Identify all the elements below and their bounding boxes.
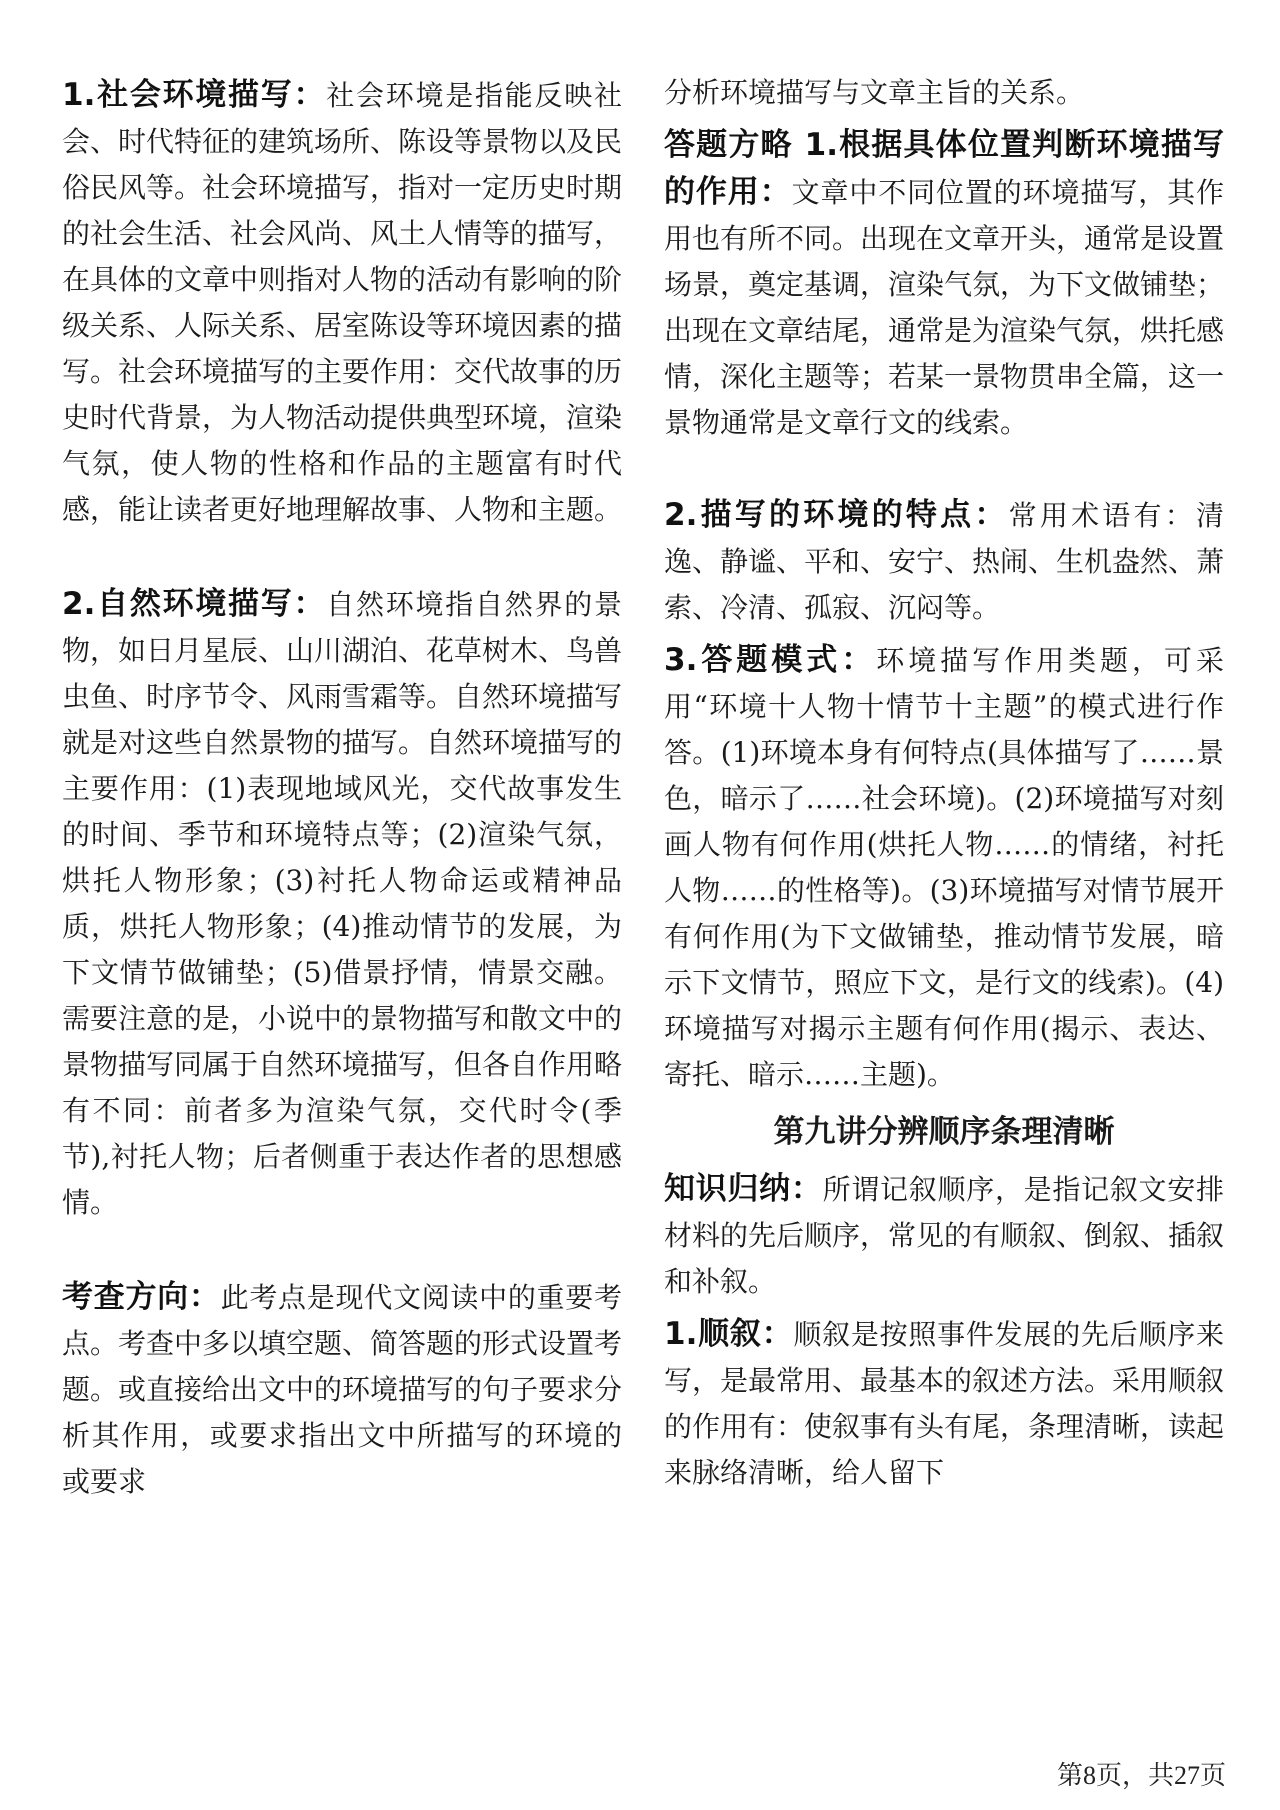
exam-direction-section xyxy=(62,1274,622,1505)
section-text: 顺叙是按照事件发展的先后顺序来写，是最常用、最基本的叙述方法。采用顺叙的作用有：使叙事有头有尾，条理清晰，读起来脉络清晰，给人留下 xyxy=(664,1318,1225,1489)
page-number: 第8页，共27页 xyxy=(1056,1761,1226,1790)
section-text: 环境描写作用类题，可采用“环境十人物十情节十主题”的模式进行作答。(1)环境本身有何特点(具体描写了……景色，暗示了……社会环境)。(2)环境描写对刻画人物有何作用(烘托人物……的情绪，衬托人物……的性格等)。(3)环境描写对情节展开有何作用(为下文做铺垫，推动情节发展，暗示下文情节，照应下文，是行文的线索)。(4)环境描写对揭示主题有何作用(揭示、表达、寄托、暗示……主题)。 xyxy=(664,644,1224,1091)
knowledge-summary-section xyxy=(664,1166,1224,1305)
section-text: 分析环境描写与文章主旨的关系。 xyxy=(664,76,1085,109)
chronological-narration-section xyxy=(664,1311,1224,1496)
continued-text xyxy=(664,70,1224,116)
section-heading: 1.顺叙： xyxy=(664,1316,794,1352)
left-column xyxy=(62,72,622,1505)
section-heading: 2.自然环境描写： xyxy=(62,586,327,622)
environment-features-section xyxy=(664,492,1224,631)
section-text: 文章中不同位置的环境描写，其作用也有所不同。出现在文章开头，通常是设置场景，奠定基调，渲染气氛，为下文做铺垫；出现在文章结尾，通常是为渲染气氛，烘托感情，深化主题等；若某一景物贯串全篇，这一景物通常是文章行文的线索。 xyxy=(664,176,1225,439)
section-heading: 3.答题模式： xyxy=(664,642,877,678)
section-heading: 知识归纳： xyxy=(664,1171,823,1207)
section-text: 自然环境指自然界的景物，如日月星辰、山川湖泊、花草树木、鸟兽虫鱼、时序节令、风雨雪霜等。自然环境描写就是对这些自然景物的描写。自然环境描写的主要作用：(1)表现地域风光，交代故事发生的时间、季节和环境特点等；(2)渲染气氛，烘托人物形象；(3)衬托人物命运或精神品质，烘托人物形象；(4)推动情节的发展，为下文情节做铺垫；(5)借景抒情，情景交融。需要注意的是，小说中的景物描写和散文中的景物描写同属于自然环境描写，但各自作用略有不同：前者多为渲染气氛，交代时令(季节),衬托人物；后者侧重于表达作者的思想感情。 xyxy=(62,588,623,1219)
answer-pattern-section xyxy=(664,637,1224,1098)
section-text: 社会环境是指能反映社会、时代特征的建筑场所、陈设等景物以及民俗民风等。社会环境描写，指对一定历史时期的社会生活、社会风尚、风土人情等的描写，在具体的文章中则指对人物的活动有影响的阶级关系、人际关系、居室陈设等环境因素的描写。社会环境描写的主要作用：交代故事的历史时代背景，为人物活动提供典型环境，渲染气氛，使人物的性格和作品的主题富有时代感，能让读者更好地理解故事、人物和主题。 xyxy=(62,79,623,526)
right-column xyxy=(664,70,1224,1496)
section-text: 常用术语有：清逸、静谧、平和、安宁、热闹、生机盎然、萧索、冷清、孤寂、沉闷等。 xyxy=(664,499,1225,624)
section-text: 此考点是现代文阅读中的重要考点。考查中多以填空题、简答题的形式设置考题。或直接给出文中的环境描写的句子要求分析其作用，或要求指出文中所描写的环境的 或要求 xyxy=(62,1281,623,1498)
section-heading: 2.描写的环境的特点： xyxy=(664,497,1009,533)
natural-environment-section xyxy=(62,581,622,1226)
answer-strategy-section xyxy=(664,122,1224,446)
section-heading: 1.社会环境描写： xyxy=(62,77,327,113)
social-environment-section xyxy=(62,72,622,533)
section-heading: 考查方向： xyxy=(62,1279,221,1315)
lecture-title: 第九讲分辨顺序条理清晰 xyxy=(773,1114,1115,1150)
section-heading: 答题方略 1.根据具体位置判断环境描写的作用： xyxy=(664,127,1224,210)
section-text: 所谓记叙顺序，是指记叙文安排材料的先后顺序，常见的有顺叙、倒叙、插叙和补叙。 xyxy=(664,1173,1225,1298)
